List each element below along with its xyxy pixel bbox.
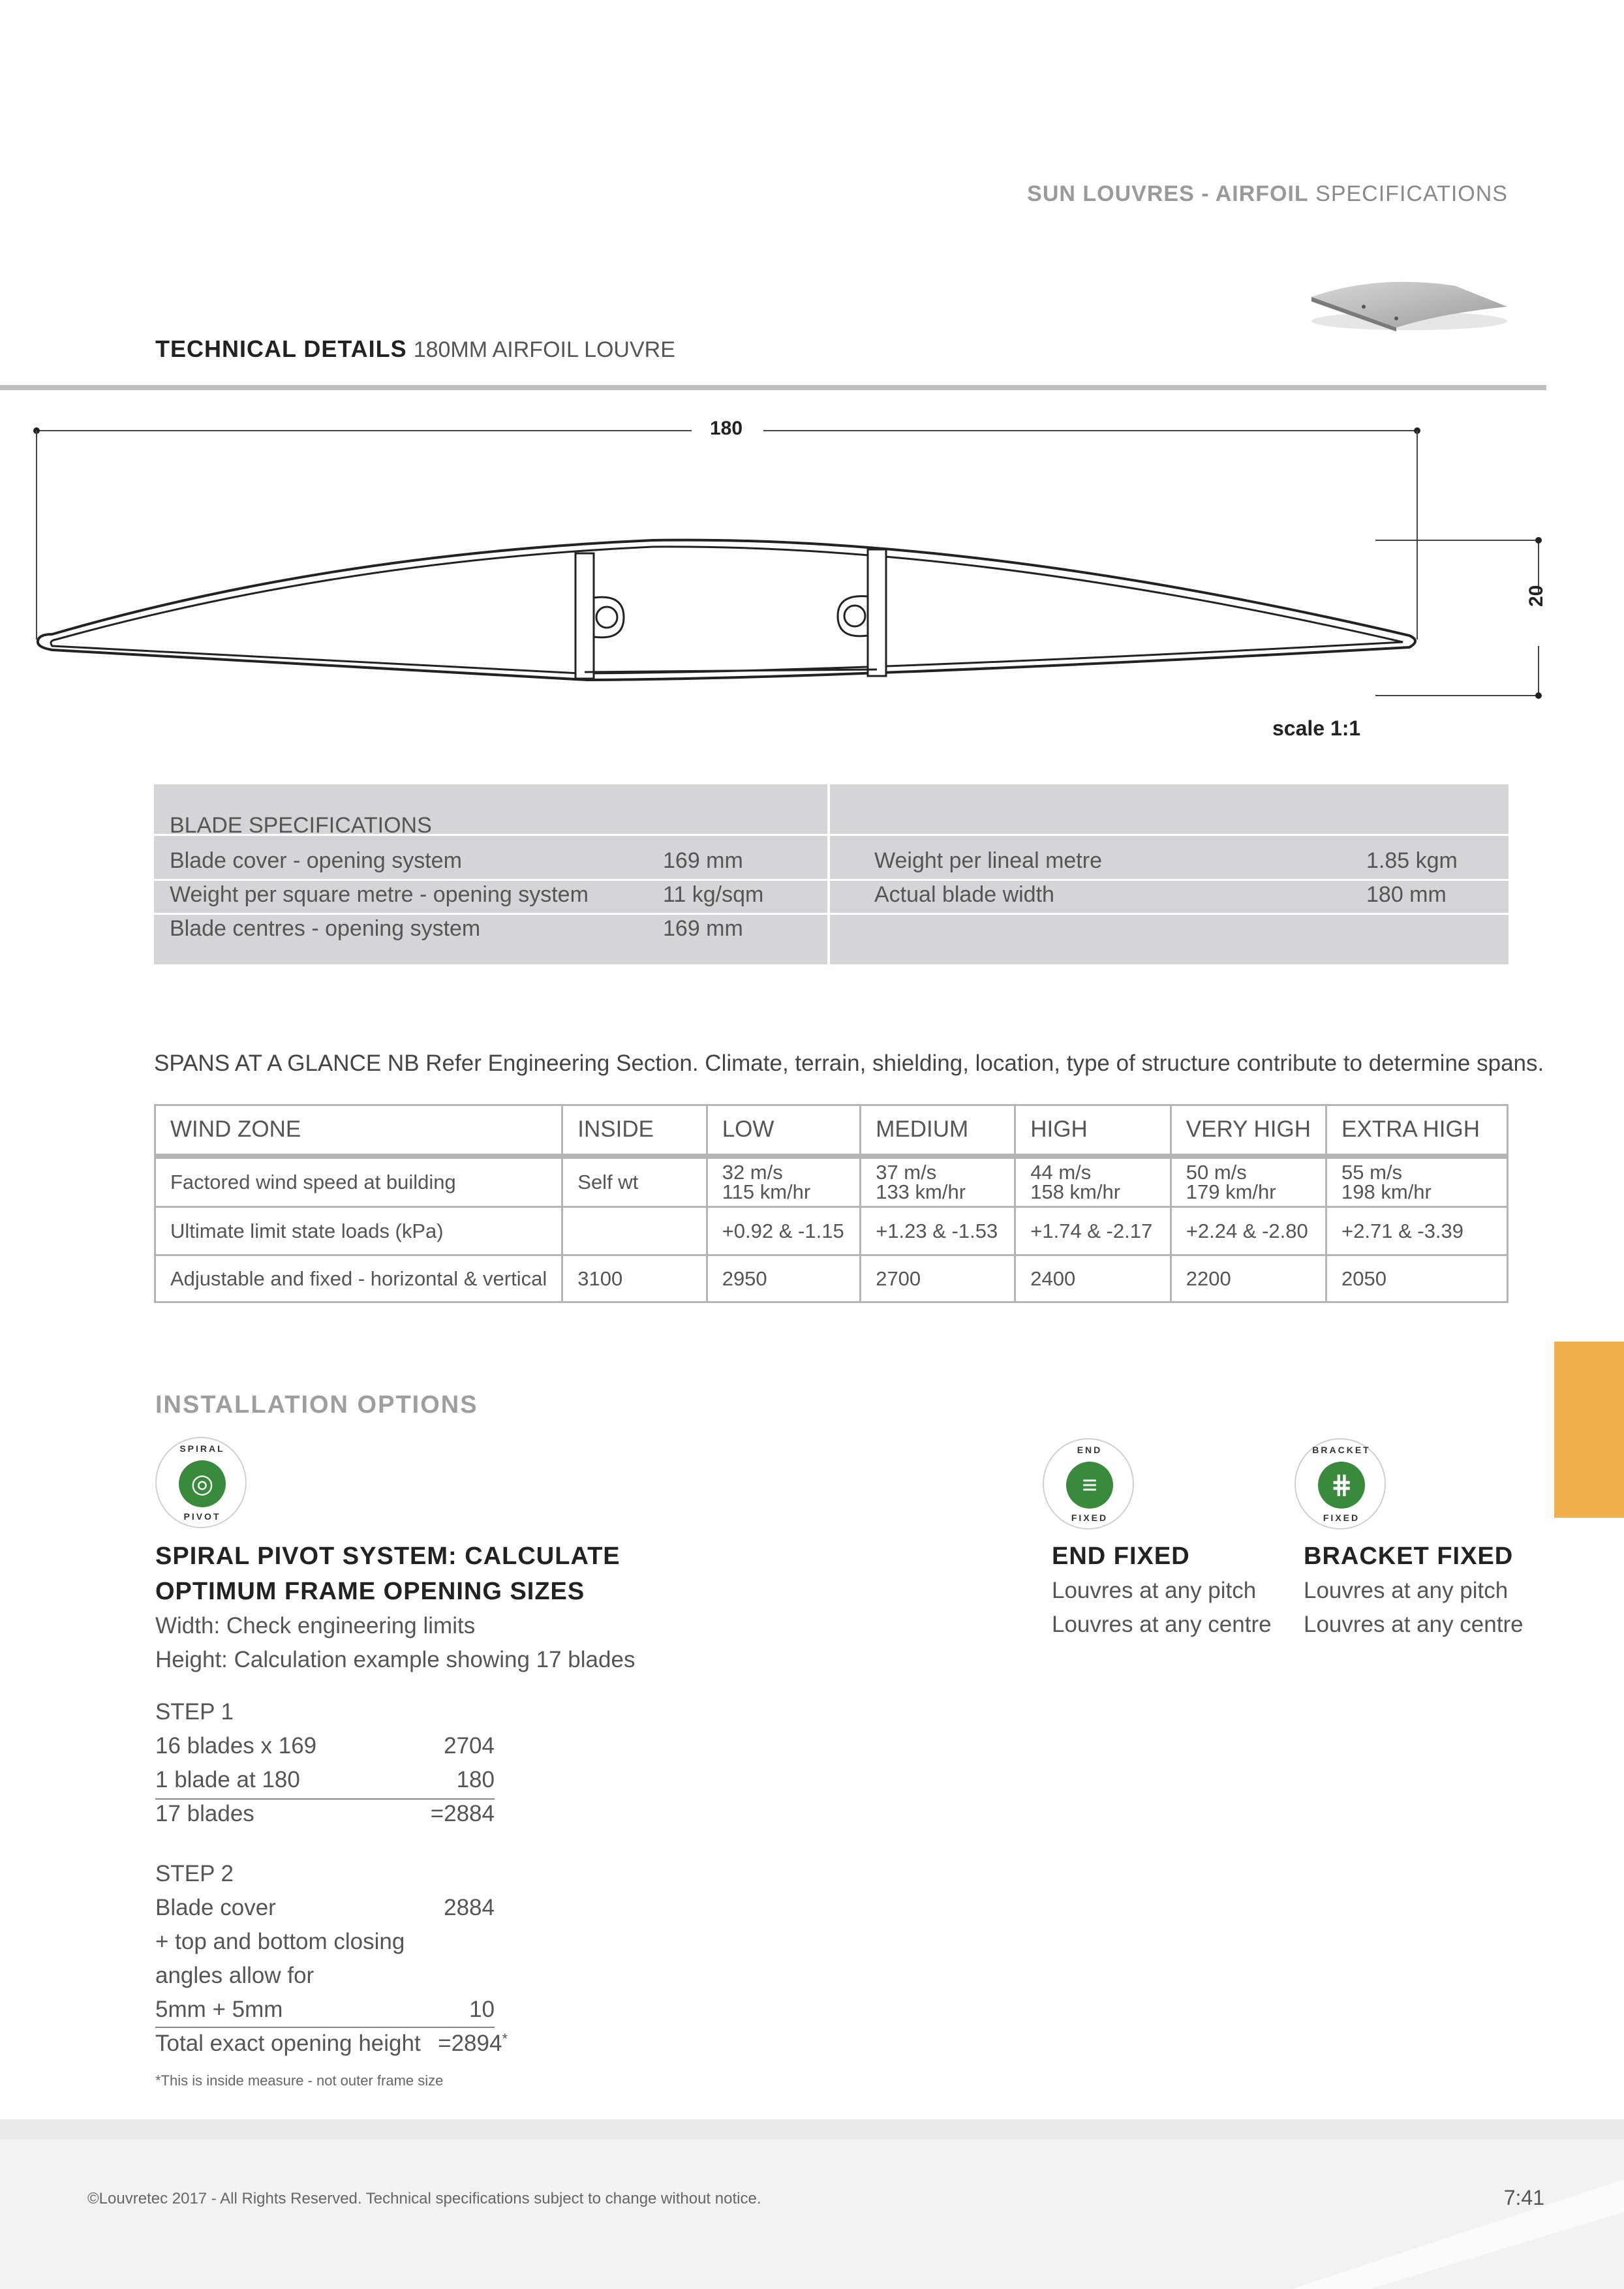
badge-bottom-text: PIVOT (183, 1511, 221, 1522)
louvre-thumbnail-image (1298, 268, 1520, 346)
bracket-fixed-title: BRACKET FIXED (1304, 1543, 1514, 1570)
table-cell: +2.71 & -3.39 (1326, 1207, 1508, 1255)
table-header-row (155, 1105, 1508, 1156)
step-label: 1 blade at 180 (155, 1767, 300, 1792)
table-cell (1171, 1156, 1326, 1207)
section-header-bold: SUN LOUVRES - AIRFOIL (1027, 181, 1309, 206)
badge-bottom-text: FIXED (1323, 1513, 1360, 1523)
blade-spec-heading: BLADE SPECIFICATIONS (170, 813, 432, 838)
table-cell: Self wt (562, 1156, 707, 1207)
bracket-fixed-badge (1295, 1438, 1386, 1529)
step-label: 5mm + 5mm (155, 1997, 283, 2022)
table-cell (707, 1156, 861, 1207)
table-row (155, 1255, 1508, 1302)
table-cell: +1.74 & -2.17 (1015, 1207, 1171, 1255)
table-header-cell: EXTRA HIGH (1326, 1105, 1508, 1156)
step-value: =2894 (438, 2031, 502, 2056)
table-row-label: Adjustable and fixed - horizontal & vertical (155, 1255, 562, 1302)
end-fixed-line: Louvres at any centre (1052, 1612, 1272, 1637)
step1-title: STEP 1 (155, 1699, 234, 1725)
spec-column-divider (827, 784, 830, 964)
table-cell: 2950 (707, 1255, 861, 1302)
dimension-height-label: 20 (1525, 585, 1547, 607)
wind-zone-table (154, 1104, 1509, 1303)
cell-line: 55 m/s (1341, 1160, 1403, 1184)
blade-spec-label: Blade cover - opening system (170, 848, 462, 873)
end-fixed-section (1052, 1539, 1272, 1642)
blade-spec-value: 169 mm (663, 916, 743, 941)
step1-row (155, 1730, 495, 1764)
bracket-fixed-section (1304, 1539, 1524, 1642)
cell-line: 37 m/s (876, 1160, 937, 1184)
step-label: Total exact opening height (155, 2031, 421, 2056)
table-cell: 2400 (1015, 1255, 1171, 1302)
table-cell (861, 1156, 1015, 1207)
end-fixed-badge (1043, 1438, 1134, 1529)
spiral-title-line2: OPTIMUM FRAME OPENING SIZES (155, 1578, 585, 1605)
footer-copyright: ©Louvretec 2017 - All Rights Reserved. Technical specifications subject to change without notice. (87, 2190, 761, 2207)
blade-spec-value: 180 mm (1366, 882, 1447, 907)
table-cell: 2050 (1326, 1255, 1508, 1302)
blade-spec-value: 1.85 kgm (1366, 848, 1458, 873)
spiral-width-text: Width: Check engineering limits (155, 1613, 476, 1638)
step2-row (155, 1926, 495, 1960)
table-cell: 2700 (861, 1255, 1015, 1302)
step-value: 10 (469, 1997, 495, 2022)
spiral-pivot-section (155, 1539, 635, 1677)
table-cell: +1.23 & -1.53 (861, 1207, 1015, 1255)
table-cell (1015, 1156, 1171, 1207)
step-label: 17 blades (155, 1801, 254, 1826)
end-fixed-line: Louvres at any pitch (1052, 1578, 1257, 1603)
cell-line: 158 km/hr (1030, 1180, 1121, 1203)
cell-line: 198 km/hr (1341, 1180, 1432, 1203)
table-cell (562, 1207, 707, 1255)
section-header-rest: SPECIFICATIONS (1315, 181, 1508, 206)
spiral-icon: ◎ (179, 1460, 226, 1507)
spiral-height-text: Height: Calculation example showing 17 blades (155, 1647, 636, 1672)
bracket-fixed-line: Louvres at any centre (1304, 1612, 1524, 1637)
installation-options-heading: INSTALLATION OPTIONS (155, 1391, 478, 1419)
table-header-cell: MEDIUM (861, 1105, 1015, 1156)
step-label: + top and bottom closing (155, 1929, 405, 1954)
table-header-cell: VERY HIGH (1171, 1105, 1326, 1156)
spec-divider (154, 879, 1509, 881)
end-fixed-title: END FIXED (1052, 1543, 1190, 1570)
spiral-title-line1: SPIRAL PIVOT SYSTEM: CALCULATE (155, 1543, 620, 1570)
spiral-pivot-badge (155, 1437, 247, 1528)
step2-row (155, 1994, 495, 2028)
airfoil-cross-section-drawing (0, 405, 1579, 718)
blade-spec-label: Weight per square metre - opening system (170, 882, 589, 907)
badge-top-text: SPIRAL (179, 1443, 225, 1454)
table-cell: 3100 (562, 1255, 707, 1302)
step-value: 180 (456, 1767, 495, 1792)
table-row (155, 1207, 1508, 1255)
spans-note: SPANS AT A GLANCE NB Refer Engineering Section. Climate, terrain, shielding, location, type of structure contribute to determine spans. (154, 1051, 1544, 1076)
footer-decoration (1240, 2140, 1624, 2289)
blade-spec-value: 169 mm (663, 848, 743, 873)
spec-divider (154, 913, 1509, 915)
step-label: 16 blades x 169 (155, 1733, 317, 1759)
step2-row (155, 1892, 495, 1926)
footnote: *This is inside measure - not outer frame size (155, 2072, 444, 2089)
technical-details-rest: 180MM AIRFOIL LOUVRE (413, 337, 675, 362)
section-header (1027, 181, 1508, 207)
step-value: 2704 (444, 1733, 495, 1759)
step2-row (155, 2028, 508, 2062)
table-row-label: Factored wind speed at building (155, 1156, 562, 1207)
cell-line: 32 m/s (722, 1160, 783, 1184)
footer-band (0, 2119, 1624, 2139)
blade-spec-label: Weight per lineal metre (874, 848, 1102, 873)
scale-label: scale 1:1 (1272, 716, 1361, 740)
cell-line: 44 m/s (1030, 1160, 1092, 1184)
asterisk: * (502, 2031, 508, 2047)
step-value-total (438, 2031, 508, 2057)
table-cell (1326, 1156, 1508, 1207)
step1-row (155, 1798, 495, 1832)
cell-line: 179 km/hr (1186, 1180, 1276, 1203)
technical-details-bold: TECHNICAL DETAILS (155, 335, 407, 362)
step-value: =2884 (430, 1801, 495, 1826)
table-cell: +2.24 & -2.80 (1171, 1207, 1326, 1255)
table-header-cell: LOW (707, 1105, 861, 1156)
step1-row (155, 1764, 495, 1798)
bracket-fixed-line: Louvres at any pitch (1304, 1578, 1509, 1603)
table-row (155, 1156, 1508, 1207)
step-value: 2884 (444, 1895, 495, 1920)
page-number: 7:41 (1503, 2186, 1544, 2209)
badge-top-text: BRACKET (1312, 1445, 1371, 1455)
end-fixed-icon: ≡ (1066, 1462, 1113, 1509)
cell-line: 50 m/s (1186, 1160, 1247, 1184)
step2-title: STEP 2 (155, 1861, 234, 1886)
badge-top-text: END (1077, 1445, 1103, 1455)
table-header-cell: HIGH (1015, 1105, 1171, 1156)
blade-spec-label: Actual blade width (874, 882, 1054, 907)
table-header-cell: INSIDE (562, 1105, 707, 1156)
header-rule (0, 385, 1546, 390)
bracket-fixed-icon: ⋕ (1318, 1462, 1365, 1509)
section-side-tab (1554, 1342, 1624, 1518)
badge-bottom-text: FIXED (1071, 1513, 1109, 1523)
table-cell: +0.92 & -1.15 (707, 1207, 861, 1255)
table-header-cell: WIND ZONE (155, 1105, 562, 1156)
table-cell: 2200 (1171, 1255, 1326, 1302)
technical-details-title (155, 335, 675, 363)
cell-line: 115 km/hr (722, 1180, 811, 1203)
blade-spec-label: Blade centres - opening system (170, 916, 481, 941)
step-label: Blade cover (155, 1895, 276, 1920)
step2-row (155, 1960, 495, 1994)
table-row-label: Ultimate limit state loads (kPa) (155, 1207, 562, 1255)
cell-line: 133 km/hr (876, 1180, 966, 1203)
step-label: angles allow for (155, 1963, 314, 1988)
blade-spec-value: 11 kg/sqm (663, 882, 764, 907)
dimension-width-label: 180 (710, 418, 743, 439)
